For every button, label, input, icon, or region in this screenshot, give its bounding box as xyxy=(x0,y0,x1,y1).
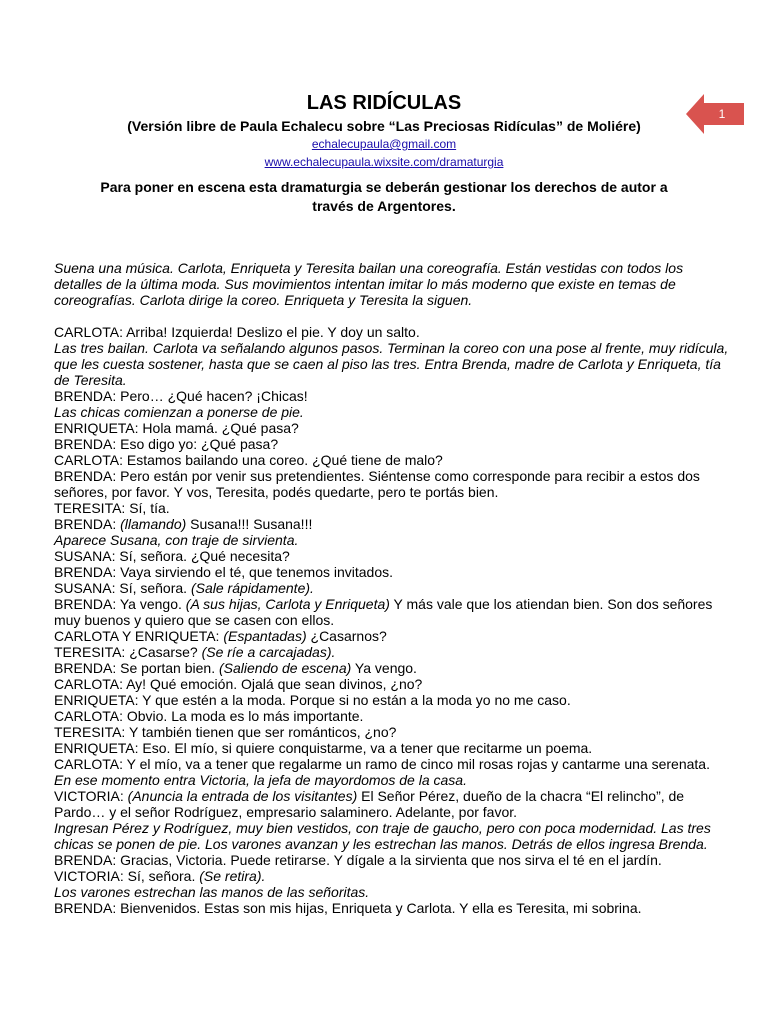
stage-direction: Los varones estrechan las manos de las señoritas. xyxy=(54,884,370,900)
dialogue-line: TERESITA: Sí, tía. xyxy=(54,500,170,516)
dialogue-text: Y más vale que los atiendan bien. Son dos señores muy buenos y quiero que se casen con ellos. xyxy=(54,596,713,628)
dialogue-text: Susana!!! Susana!!! xyxy=(186,516,313,532)
dialogue-line: BRENDA: Pero están por venir sus pretendientes. Siéntense como corresponde para recibir a estos dos señores, por favor. Y vos, Teresita, podés quedarte, pero te portás bien. xyxy=(54,468,700,500)
email-link[interactable]: echalecupaula@gmail.com xyxy=(311,137,457,151)
dialogue-line xyxy=(54,788,734,820)
page-number: 1 xyxy=(718,107,726,121)
stage-aside: (A sus hijas, Carlota y Enriqueta) xyxy=(185,596,390,612)
dialogue-line xyxy=(54,516,734,532)
stage-aside: (Anuncia la entrada de los visitantes) xyxy=(127,788,358,804)
dialogue-line: BRENDA: Pero… ¿Qué hacen? ¡Chicas! xyxy=(54,388,308,404)
document-header xyxy=(0,90,768,171)
stage-aside: (Sale rápidamente). xyxy=(190,580,314,596)
dialogue-line xyxy=(54,868,734,884)
stage-direction: En ese momento entra Victoria, la jefa de mayordomos de la casa. xyxy=(54,772,467,788)
dialogue-line: SUSANA: Sí, señora. ¿Qué necesita? xyxy=(54,548,290,564)
dialogue-text: ¿Casarnos? xyxy=(306,628,387,644)
stage-direction: Ingresan Pérez y Rodríguez, muy bien vestidos, con traje de gaucho, pero con poca modernidad. Las tres chicas se ponen de pie. Los varones avanzan y les estrechan las manos. Detrás de ellos ingresa Brenda. xyxy=(54,820,711,852)
dialogue-text: CARLOTA Y ENRIQUETA: xyxy=(54,628,224,644)
stage-aside: (Espantadas) xyxy=(223,628,307,644)
dialogue-line: BRENDA: Eso digo yo: ¿Qué pasa? xyxy=(54,436,279,452)
dialogue-line xyxy=(54,644,734,660)
dialogue-line xyxy=(54,660,734,676)
dialogue-text: SUSANA: Sí, señora. xyxy=(54,580,191,596)
dialogue-line xyxy=(54,628,734,644)
document-title: LAS RIDÍCULAS xyxy=(306,92,462,114)
dialogue-text: VICTORIA: xyxy=(54,788,128,804)
dialogue-line xyxy=(54,580,734,596)
rights-notice: Para poner en escena esta dramaturgia se deberán gestionar los derechos de autor a través de Argentores. xyxy=(100,179,668,214)
dialogue-line: CARLOTA: Arriba! Izquierda! Deslizo el pie. Y doy un salto. xyxy=(54,324,420,340)
dialogue-line: CARLOTA: Y el mío, va a tener que regalarme un ramo de cinco mil rosas rojas y cantarme una serenata. xyxy=(54,756,710,772)
stage-direction: Las tres bailan. Carlota va señalando algunos pasos. Terminan la coreo con una pose al frente, muy ridícula, que les cuesta sostener, hasta que se caen al piso las tres. Entra Brenda, madre de Carlota y Enriqueta, tía de Teresita. xyxy=(54,340,729,388)
dialogue-text: BRENDA: xyxy=(54,516,121,532)
dialogue-line: ENRIQUETA: Eso. El mío, si quiere conquistarme, va a tener que recitarme un poema. xyxy=(54,740,593,756)
dialogue-line: BRENDA: Gracias, Victoria. Puede retirarse. Y dígale a la sirvienta que nos sirva el té en el jardín. xyxy=(54,852,662,868)
dialogue-text: TERESITA: ¿Casarse? xyxy=(54,644,202,660)
dialogue-line: ENRIQUETA: Y que estén a la moda. Porque si no están a la moda yo no me caso. xyxy=(54,692,571,708)
stage-aside: (Se retira). xyxy=(199,868,266,884)
dialogue-text: Ya vengo. xyxy=(351,660,417,676)
stage-direction: Suena una música. Carlota, Enriqueta y Teresita bailan una coreografía. Están vestidas con todos los detalles de la última moda. Sus movimientos intentan imitar lo más moderno que existe en temas de coreografías. Carlota dirige la coreo. Enriqueta y Teresita la siguen. xyxy=(54,260,684,308)
dialogue-line: CARLOTA: Ay! Qué emoción. Ojalá que sean divinos, ¿no? xyxy=(54,676,423,692)
dialogue-text: VICTORIA: Sí, señora. xyxy=(54,868,200,884)
dialogue-line: ENRIQUETA: Hola mamá. ¿Qué pasa? xyxy=(54,420,299,436)
stage-aside: (Se ríe a carcajadas). xyxy=(201,644,336,660)
dialogue-line: CARLOTA: Obvio. La moda es lo más importante. xyxy=(54,708,364,724)
stage-aside: (Saliendo de escena) xyxy=(218,660,352,676)
dialogue-line: TERESITA: Y también tienen que ser románticos, ¿no? xyxy=(54,724,397,740)
stage-direction: Aparece Susana, con traje de sirvienta. xyxy=(54,532,299,548)
stage-aside: (llamando) xyxy=(120,516,187,532)
dialogue-line: CARLOTA: Estamos bailando una coreo. ¿Qué tiene de malo? xyxy=(54,452,443,468)
dialogue-text: BRENDA: Se portan bien. xyxy=(54,660,219,676)
script-body xyxy=(54,260,734,916)
dialogue-line xyxy=(54,596,734,628)
stage-direction: Las chicas comienzan a ponerse de pie. xyxy=(54,404,304,420)
dialogue-line: BRENDA: Vaya sirviendo el té, que tenemos invitados. xyxy=(54,564,394,580)
website-link[interactable]: www.echalecupaula.wixsite.com/dramaturgia xyxy=(264,155,504,169)
dialogue-text: El Señor Pérez, dueño de la chacra “El relincho”, de Pardo… y el señor Rodríguez, empresario salaminero. Adelante, por favor. xyxy=(54,788,685,820)
dialogue-line: BRENDA: Bienvenidos. Estas son mis hijas, Enriqueta y Carlota. Y ella es Teresita, mi sobrina. xyxy=(54,900,642,916)
document-subtitle: (Versión libre de Paula Echalecu sobre “Las Preciosas Ridículas” de Moliére) xyxy=(127,118,641,134)
dialogue-text: BRENDA: Ya vengo. xyxy=(54,596,186,612)
